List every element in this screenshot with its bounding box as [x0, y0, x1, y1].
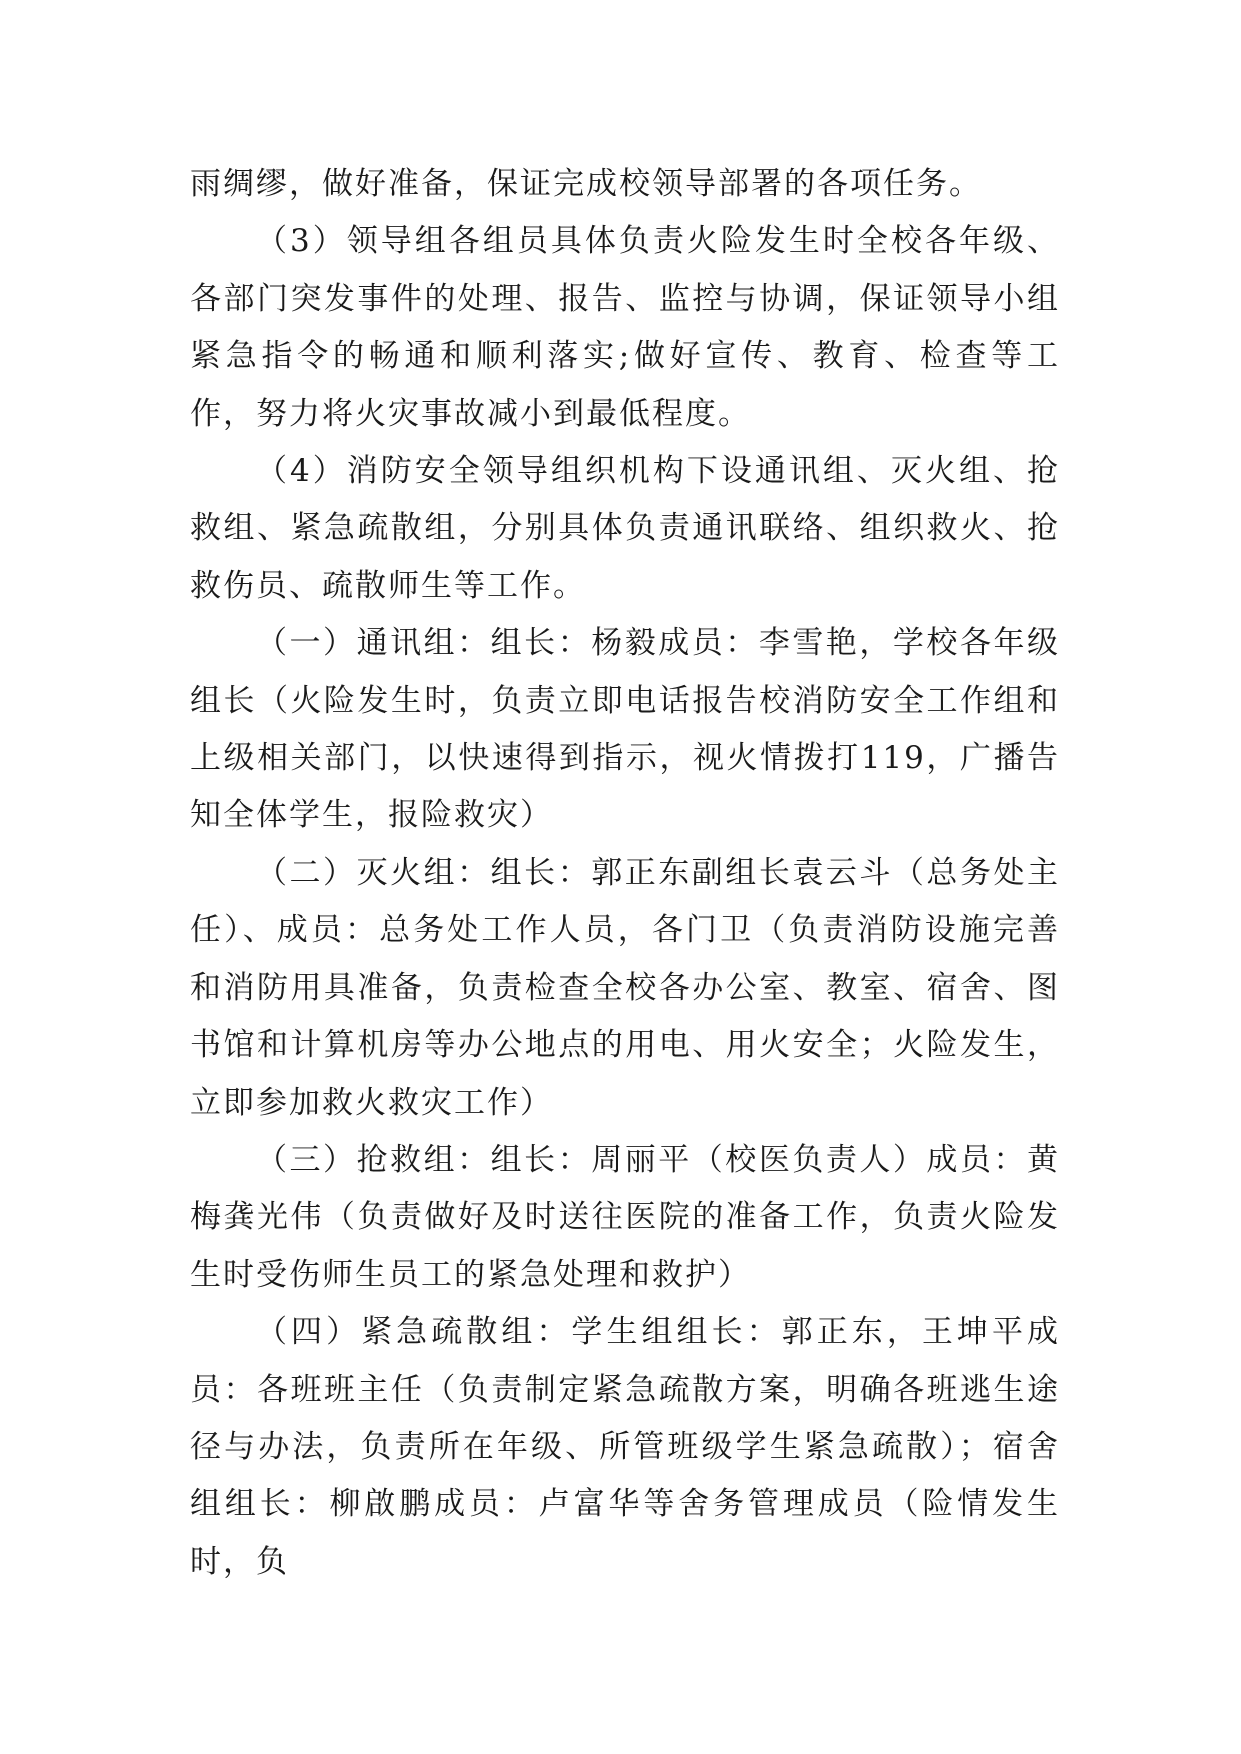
paragraph-evacuation-group: （四）紧急疏散组：学生组组长：郭正东，王坤平成员：各班班主任（负责制定紧急疏散方案，明确各班逃生途径与办法，负责所在年级、所管班级学生紧急疏散）；宿舍组组长：柳啟鹏成员：卢富华等舍务管理成员（险情发生时，负: [190, 1314, 1060, 1580]
paragraph-item-4: （4）消防安全领导组织机构下设通讯组、灭火组、抢救组、紧急疏散组，分别具体负责通讯联络、组织救火、抢救伤员、疏散师生等工作。: [190, 453, 1060, 604]
paragraph-firefighting-group: （二）灭火组：组长：郭正东副组长袁云斗（总务处主任）、成员：总务处工作人员，各门卫（负责消防设施完善和消防用具准备，负责检查全校各办公室、教室、宿舍、图书馆和计算机房等办公地点的用电、用火安全；火险发生，立即参加救火救灾工作）: [190, 854, 1060, 1121]
document-body: [190, 156, 1060, 1591]
paragraph-rescue-group: （三）抢救组：组长：周丽平（校医负责人）成员：黄梅龚光伟（负责做好及时送往医院的准备工作，负责火险发生时受伤师生员工的紧急处理和救护）: [190, 1141, 1060, 1293]
paragraph-item-3: （3）领导组各组员具体负责火险发生时全校各年级、各部门突发事件的处理、报告、监控与协调，保证领导小组紧急指令的畅通和顺利落实;做好宣传、教育、检查等工作，努力将火灾事故减小到最低程度。: [190, 223, 1060, 432]
paragraph-communication-group: （一）通讯组：组长：杨毅成员：李雪艳，学校各年级组长（火险发生时，负责立即电话报告校消防安全工作组和上级相关部门，以快速得到指示，视火情拨打119，广播告知全体学生，报险救灾）: [190, 625, 1060, 834]
paragraph-continuation: 雨绸缪，做好准备，保证完成校领导部署的各项任务。: [190, 166, 982, 202]
